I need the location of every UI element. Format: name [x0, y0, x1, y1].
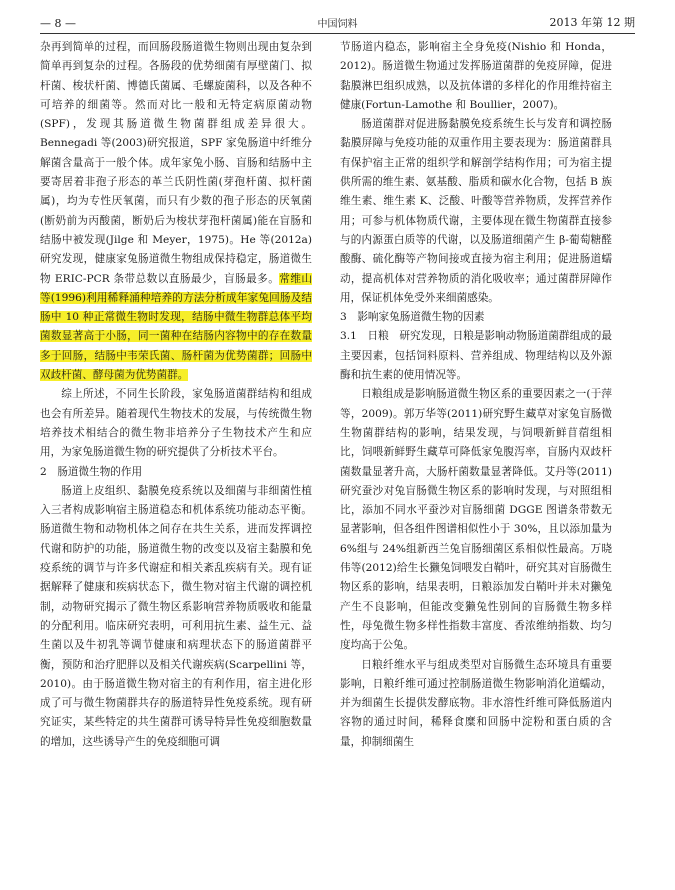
page-number: — 8 —	[40, 17, 76, 30]
body-paragraph: 日粮组成是影响肠道微生物区系的重要因素之一(于萍等，2009)。郭万华等(2011)研究野生藏草对家兔盲肠微生物菌群结构的影响，结果发现，与饲喂新鲜苜蓿组相比，饲喂新鲜野生藏草可降低家兔腹泻率，盲肠内双歧杆菌数量显著升高，大肠杆菌数量显著降低。艾丹等(2011)研究蚕沙对兔盲肠微生物区系的影响时发现，与对照组相比，添加不同水平蚕沙对盲肠细菌 DGGE 图谱条带数无显著影响，但各组件图谱相似性小于 30%，且以添加量为 6%组与 24%组新西兰兔盲肠细菌区系相似性最高。万晓伟等(2012)给生长獭兔饲喂发白鞘叶，研究其对盲肠微生物区系的影响，结果表明，日粮添加发白鞘叶并未对獭兔产生不良影响，但能改变獭兔性别间的盲肠微生物多样性，母兔微生物多样性指数丰富度、香浓维纳指数、均匀度均高于公兔。	[340, 388, 612, 652]
header-rule	[40, 33, 635, 34]
paragraph-text: 研究发现，日粮是影响动物肠道菌群组成的最主要因素，包括饲料原料、营养组成、物理结构以及外源酶和抗生素的使用情况等。	[340, 330, 613, 382]
body-paragraph	[340, 327, 612, 385]
left-column	[40, 38, 312, 752]
subsection-heading: 3.1 日粮	[340, 330, 389, 343]
body-paragraph: 肠道上皮组织、黏膜免疫系统以及细菌与非细菌性植入三者构成影响宿主肠道稳态和机体系统功能动态平衡。肠道微生物和动物机体之间存在共生关系，进而发挥调控代谢和防护的功能，肠道微生物的改变以及宿主黏膜和免疫系统的调节与许多代谢症和相关紊乱疾病有关。现有证据解释了健康和疾病状态下，微生物对宿主代谢的调控机制，动物研究揭示了微生物区系影响营养物质吸收和能量的分配利用。临床研究表明，可利用抗生素、益生元、益生菌以及牛初乳等调节健康和病理状态下的肠道菌群平衡，预防和治疗肥胖以及相关代谢疾病(Scarpellini 等，2010)。由于肠道微生物对宿主的有利作用，宿主进化形成了可与微生物菌群共存的肠道特异性免疫系统。现有研究证实，某些特定的共生菌群可诱导特异性免疫细胞数量的增加，这些诱导产生的免疫细胞可调	[40, 484, 312, 748]
body-paragraph	[40, 38, 312, 385]
right-column	[340, 38, 612, 752]
paragraph-text: 杂再到简单的过程，而回肠段肠道微生物则出现由复杂到简单再到复杂的过程。各肠段的优势细菌有厚壁菌门、拟杆菌、梭状杆菌、博德氏菌属、毛螺旋菌科，以及各种不可培养的细菌等。然而对比一般和无特定病原菌动物(SPF)，发现其肠道微生物菌群组成差异很大。Bennegadi 等(2003)研究报道，SPF 家兔肠道中纤维分解菌含量高于一般个体。成年家兔小肠、盲肠和结肠中主要寄居着非孢子形态的革兰氏阴性菌(芽孢杆菌、拟杆菌属)，均为专性厌氧菌，而只有少数的孢子形态的厌氧菌(断奶前为丙酸菌，断奶后为梭状芽孢杆菌属)能在盲肠和结肠中被发现(Jilge 和 Meyer，1975)。He 等(2012a)研究发现，健康家兔肠道微生物组成保持稳定，肠道微生物 ERIC-PCR 条带总数以直肠最少，盲肠最多。	[40, 41, 312, 285]
body-paragraph: 日粮纤维水平与组成类型对盲肠微生态环境具有重要影响，日粮纤维可通过控制肠道微生物影响消化道蠕动，并为细菌生长提供发酵底物。非水溶性纤维可降低肠道内容物的通过时间，稀释食糜和回肠中淀粉和蛋白质的含量，抑制细菌生	[340, 658, 612, 748]
body-paragraph: 肠道菌群对促进肠黏膜免疫系统生长与发育和调控肠黏膜屏障与免疫功能的双重作用主要表现为：肠道菌群具有保护宿主正常的组织学和解剖学结构作用；可为宿主提供所需的维生素、氨基酸、脂质和碳水化合物，包括 B 族维生素、维生素 K、泛酸、叶酸等营养物质，发挥营养作用；可参与机体物质代谢，主要体现在微生物菌群直接参与的内源蛋白质等的代谢，以及肠道细菌产生 β-葡萄糖醛酸酶、硫化酶等产物间接或直接为宿主利用；促进肠道蠕动，提高机体对营养物质的消化吸收率；通过菌群屏障作用，保证机体免受外来细菌感染。	[340, 118, 612, 304]
highlighted-text: 常维山等(1996)利用稀释涌种培养的方法分析成年家兔回肠及结肠中 10 种正常微生物时发现，结肠中微生物群总体平均菌数显著高于小肠，同一菌种在结肠内容物中的存在数量多于回肠，结肠中韦荣氏菌、肠杆菌为优势菌群；回肠中双歧杆菌、酵母菌为优势菌群。	[40, 272, 312, 382]
section-heading: 2 肠道微生物的作用	[40, 465, 143, 478]
body-paragraph: 综上所述，不同生长阶段，家兔肠道菌群结构和组成也会有所差异。随着现代生物技术的发展，与传统微生物培养技术相结合的微生物非培养分子生物技术产生和应用，为家兔肠道微生物的研究提供了分析技术平台。	[40, 388, 312, 459]
body-paragraph: 节肠道内稳态，影响宿主全身免疫(Nishio 和 Honda，2012)。肠道微生物通过发挥肠道菌群的免疫屏障，促进黏膜淋巴组织成熟，以及抗体谱的多样化的作用维持宿主健康(Fortun-Lamothe 和 Boullier，2007)。	[340, 41, 612, 111]
page-header	[40, 6, 635, 30]
journal-name: 中国饲料	[317, 19, 358, 30]
issue-label: 2013 年第 12 期	[549, 16, 635, 29]
section-heading: 3 影响家兔肠道微生物的因素	[340, 311, 485, 324]
